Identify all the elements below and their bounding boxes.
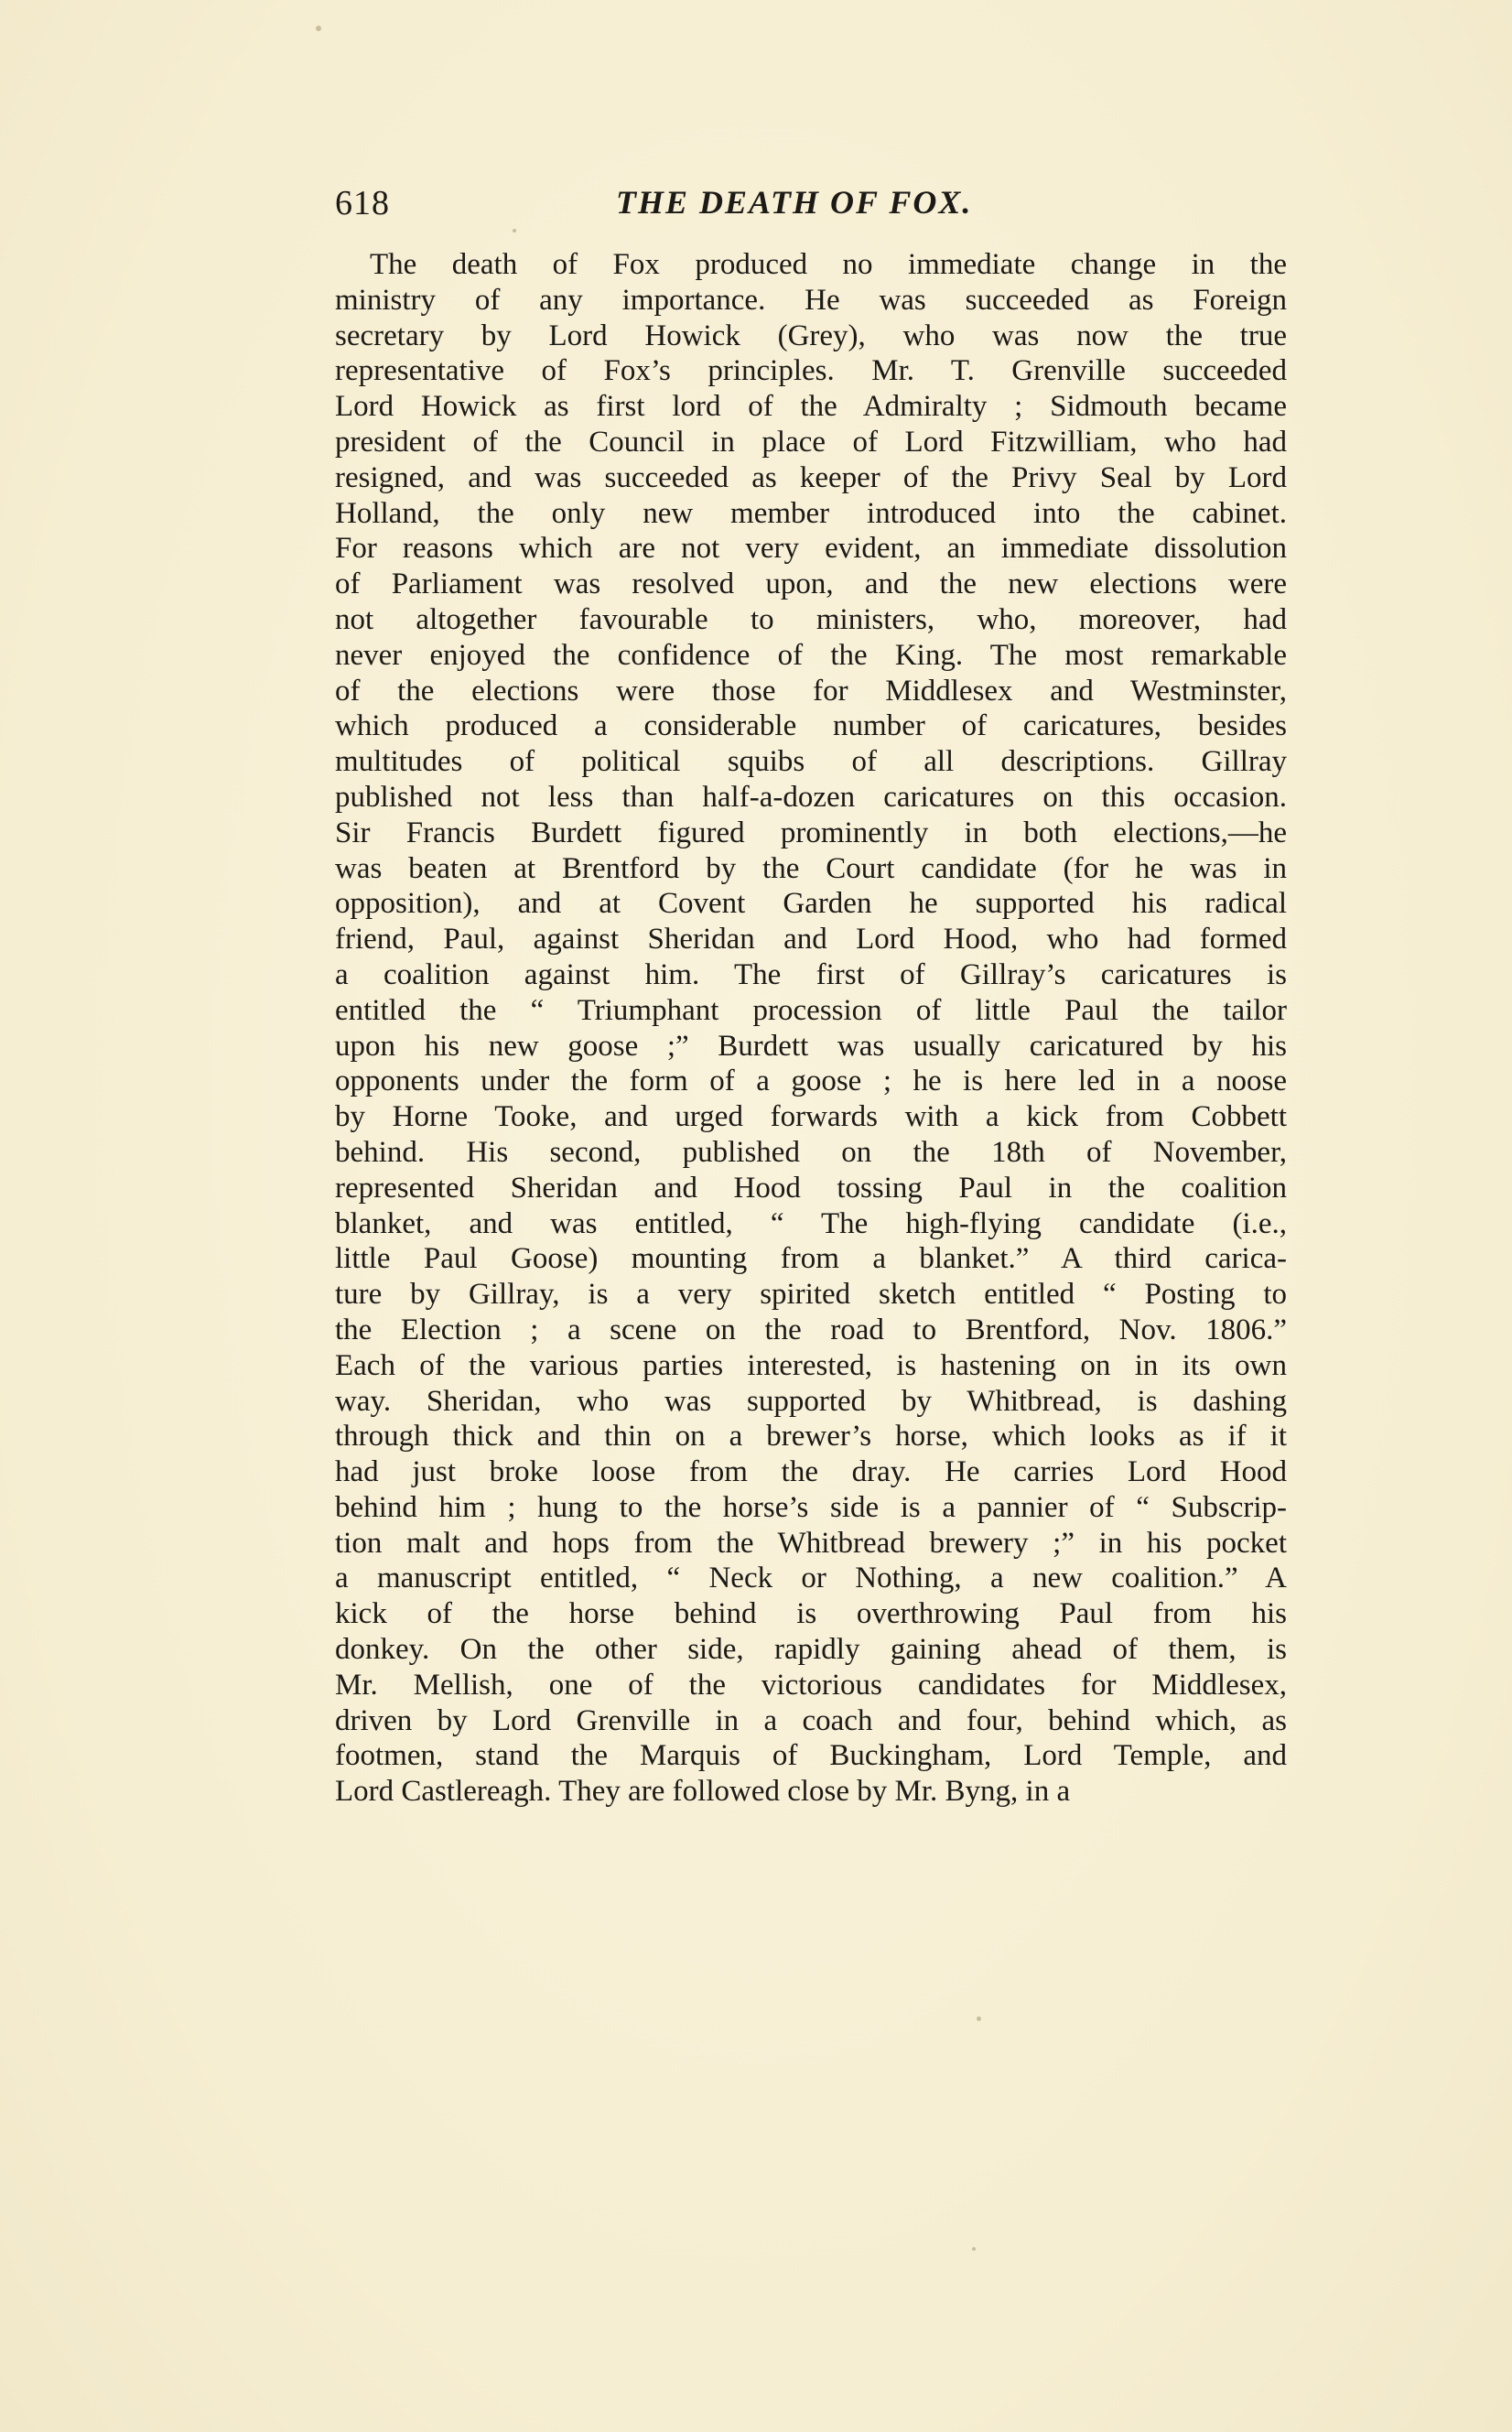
text-line: secretary by Lord Howick (Grey), who was now the true: [335, 319, 1287, 352]
text-line: by Horne Tooke, and urged forwards with a kick from Cobbett: [335, 1100, 1287, 1134]
text-line: behind. His second, published on the 18th of November,: [335, 1135, 1287, 1169]
text-line: opponents under the form of a goose ; he is here led in a noose: [335, 1065, 1287, 1098]
text-line: Lord Howick as first lord of the Admiralty ; Sidmouth became: [335, 390, 1287, 424]
text-line: resigned, and was succeeded as keeper of the Privy Seal by Lord: [335, 460, 1287, 494]
text-line: way. Sheridan, who was supported by Whitbread, is dashing: [335, 1384, 1287, 1418]
running-title: THE DEATH OF FOX.: [616, 184, 973, 221]
text-line: not altogether favourable to ministers, who, moreover, had: [335, 602, 1287, 636]
paper-speck: [977, 2016, 981, 2021]
text-line: friend, Paul, against Sheridan and Lord Hood, who had formed: [335, 923, 1287, 957]
text-line: Mr. Mellish, one of the victorious candidates for Middlesex,: [335, 1668, 1287, 1702]
text-line: Sir Francis Burdett figured prominently in both elections,—he: [335, 816, 1287, 849]
text-line: a coalition against him. The first of Gillray’s caricatures is: [335, 957, 1287, 991]
text-line: represented Sheridan and Hood tossing Paul in the coalition: [335, 1171, 1287, 1205]
paper-speck: [316, 26, 321, 31]
text-line: representative of Fox’s principles. Mr. T. Grenville succeeded: [335, 354, 1287, 388]
paper-speck: [513, 229, 516, 232]
text-line: the Election ; a scene on the road to Brentford, Nov. 1806.”: [335, 1313, 1287, 1346]
text-line: through thick and thin on a brewer’s horse, which looks as if it: [335, 1420, 1287, 1454]
text-line: entitled the “ Triumphant procession of little Paul the tailor: [335, 993, 1287, 1027]
text-line: president of the Council in place of Lord Fitzwilliam, who had: [335, 425, 1287, 459]
text-line: blanket, and was entitled, “ The high-flying candidate (i.e.,: [335, 1206, 1287, 1240]
text-line: ministry of any importance. He was succeeded as Foreign: [335, 283, 1287, 317]
text-line: multitudes of political squibs of all descriptions. Gillray: [335, 745, 1287, 779]
page-number: 618: [335, 184, 390, 222]
text-line: published not less than half-a-dozen caricatures on this occasion.: [335, 780, 1287, 814]
paper-speck: [972, 2247, 976, 2251]
page-header: [335, 183, 1287, 234]
text-line: tion malt and hops from the Whitbread brewery ;” in his pocket: [335, 1526, 1287, 1560]
text-line: was beaten at Brentford by the Court candidate (for he was in: [335, 851, 1287, 885]
text-line: had just broke loose from the dray. He carries Lord Hood: [335, 1455, 1287, 1489]
text-line: little Paul Goose) mounting from a blanket.” A third carica-: [335, 1242, 1287, 1276]
text-line: which produced a considerable number of caricatures, besides: [335, 709, 1287, 743]
text-line: Lord Castlereagh. They are followed close by Mr. Byng, in a: [335, 1775, 1071, 1809]
text-line: For reasons which are not very evident, an immediate dissolution: [335, 532, 1287, 566]
text-line: a manuscript entitled, “ Neck or Nothing, a new coalition.” A: [335, 1562, 1287, 1595]
text-line: of Parliament was resolved upon, and the new elections were: [335, 567, 1287, 601]
text-line: upon his new goose ;” Burdett was usually caricatured by his: [335, 1029, 1287, 1063]
text-line: donkey. On the other side, rapidly gaining ahead of them, is: [335, 1633, 1287, 1667]
text-line: driven by Lord Grenville in a coach and four, behind which, as: [335, 1703, 1287, 1737]
text-line: The death of Fox produced no immediate change in the: [370, 248, 1287, 281]
text-line: behind him ; hung to the horse’s side is a pannier of “ Subscrip-: [335, 1490, 1287, 1524]
text-line: of the elections were those for Middlesex and Westminster,: [335, 674, 1287, 708]
text-line: never enjoyed the confidence of the King. The most remarkable: [335, 638, 1287, 672]
text-line: Holland, the only new member introduced into the cabinet.: [335, 496, 1287, 530]
text-line: Each of the various parties interested, is hastening on in its own: [335, 1348, 1287, 1382]
text-line: ture by Gillray, is a very spirited sketch entitled “ Posting to: [335, 1278, 1287, 1312]
text-line: kick of the horse behind is overthrowing Paul from his: [335, 1597, 1287, 1631]
text-line: opposition), and at Covent Garden he supported his radical: [335, 887, 1287, 921]
body-text: [335, 247, 1287, 1840]
text-line: footmen, stand the Marquis of Buckingham, Lord Temple, and: [335, 1739, 1287, 1773]
